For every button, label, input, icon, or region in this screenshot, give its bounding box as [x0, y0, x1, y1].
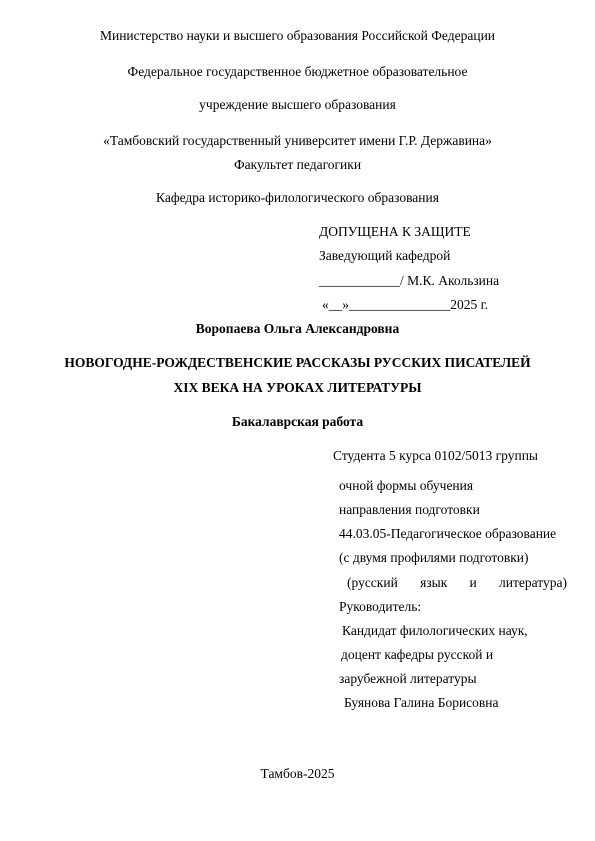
student-info-line-5: (с двумя профилями подготовки)	[339, 550, 529, 565]
profile-word: литература)	[499, 575, 567, 590]
student-info-line-3: направления подготовки	[339, 502, 480, 517]
approval-status: ДОПУЩЕНА К ЗАЩИТЕ	[319, 224, 471, 239]
supervisor-name: Буянова Галина Борисовна	[344, 695, 499, 710]
student-info-line-1: Студента 5 курса 0102/5013 группы	[333, 448, 538, 463]
student-info-line-2: очной формы обучения	[339, 478, 474, 493]
city-year: Тамбов-2025	[260, 766, 335, 781]
thesis-title-line-1: НОВОГОДНЕ-РОЖДЕСТВЕНСКИЕ РАССКАЗЫ РУССКИХ ПИСАТЕЛЕЙ	[64, 355, 531, 370]
institution-line-1: Федеральное государственное бюджетное образовательное	[127, 64, 468, 79]
thesis-title-line-2: XIX ВЕКА НА УРОКАХ ЛИТЕРАТУРЫ	[173, 380, 422, 395]
approval-signature-line: ____________/ М.К. Акользина	[319, 273, 500, 288]
profile-word: (русский	[347, 575, 398, 590]
author-name: Воропаева Ольга Александровна	[195, 321, 400, 336]
faculty-name: Факультет педагогики	[233, 157, 362, 172]
profile-word: и	[469, 575, 477, 590]
approval-position: Заведующий кафедрой	[319, 248, 451, 263]
profile-word: язык	[420, 575, 448, 590]
ministry-line: Министерство науки и высшего образования Российской Федерации	[99, 28, 496, 43]
approval-date-line: «__»_______________2025 г.	[322, 297, 489, 312]
institution-line-2: учреждение высшего образования	[199, 97, 396, 112]
supervisor-department: зарубежной литературы	[339, 671, 477, 686]
university-name: «Тамбовский государственный университет имени Г.Р. Державина»	[103, 133, 492, 148]
student-info-line-4: 44.03.05-Педагогическое образование	[339, 526, 557, 541]
supervisor-degree: Кандидат филологических наук,	[342, 623, 528, 638]
supervisor-label: Руководитель:	[339, 599, 422, 614]
department-name: Кафедра историко-филологического образования	[156, 190, 439, 205]
student-info-line-6	[339, 575, 567, 591]
supervisor-position: доцент кафедры русской и	[341, 647, 494, 662]
work-type: Бакалаврская работа	[231, 414, 364, 429]
